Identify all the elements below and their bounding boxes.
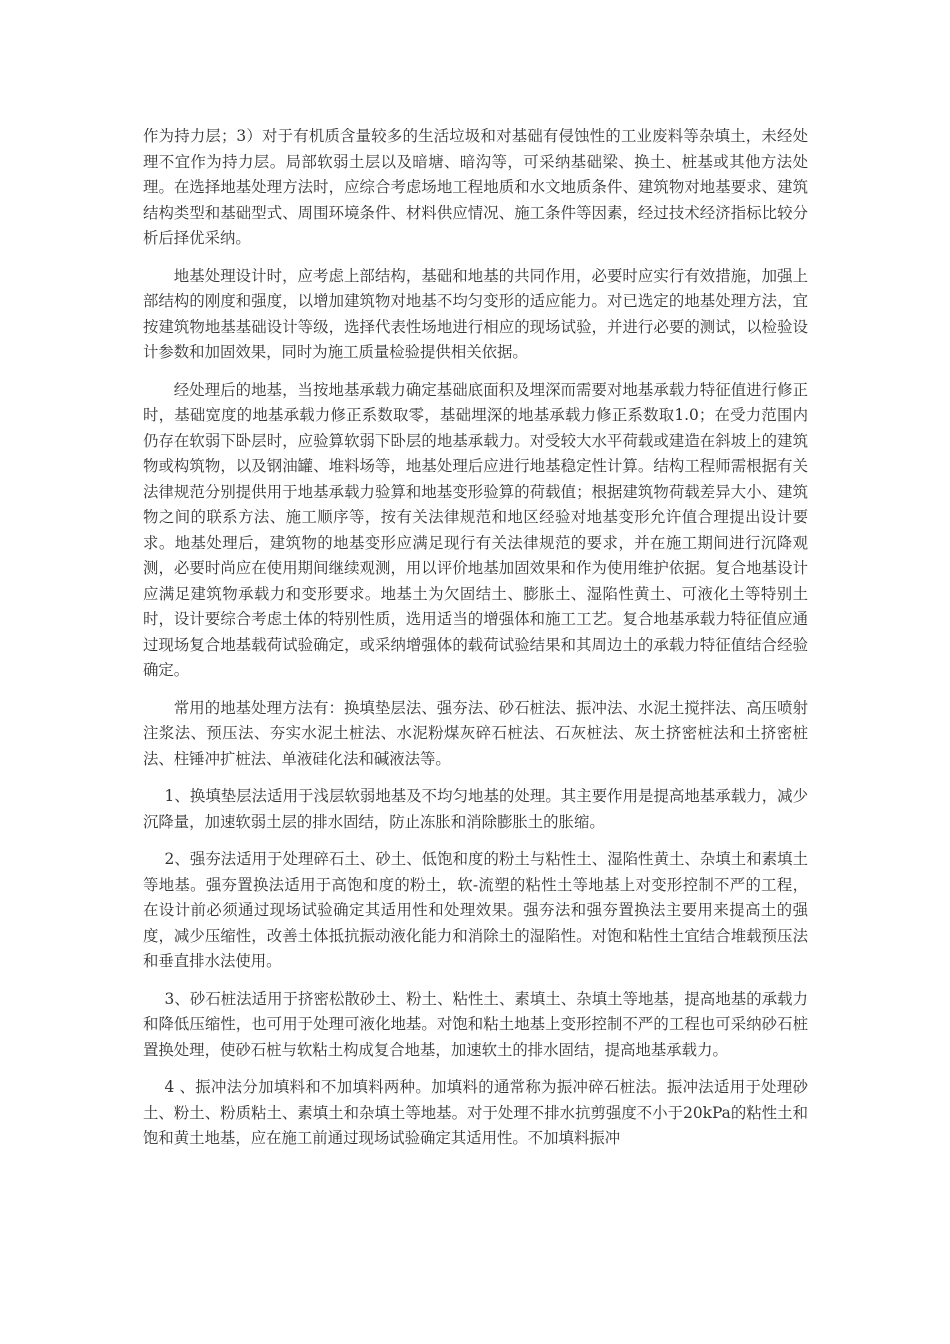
paragraph-continuation: 作为持力层；3）对于有机质含量较多的生活垃圾和对基础有侵蚀性的工业废料等杂填土，未经处理不宜作为持力层。局部软弱土层以及暗塘、暗沟等，可采纳基础梁、换土、桩基或其他方法处理。在选择地基处理方法时，应综合考虑场地工程地质和水文地质条件、建筑物对地基要求、建筑结构类型和基础型式、周围环境条件、材料供应情况、施工条件等因素，经过技术经济指标比较分析后择优采纳。 (143, 127, 808, 247)
paragraph-item-3-sand-gravel-pile: 3、砂石桩法适用于挤密松散砂土、粉土、粘性土、素填土、杂填土等地基，提高地基的承载力和降低压缩性，也可用于处理可液化地基。对饱和粘土地基上变形控制不严的工程也可采纳砂石桩置换处理，使砂石桩与软粘土构成复合地基，加速软土的排水固结，提高地基承载力。 (143, 989, 808, 1059)
paragraph-treated-foundation: 经处理后的地基，当按地基承载力确定基础底面积及埋深而需要对地基承载力特征值进行修正时，基础宽度的地基承载力修正系数取零，基础埋深的地基承载力修正系数取1.0；在受力范围内仍存在软弱下卧层时，应验算软弱下卧层的地基承载力。对受较大水平荷载或建造在斜坡上的建筑物或构筑物，以及钢油罐、堆料场等，地基处理后应进行地基稳定性计算。结构工程师需根据有关法律规范分别提供用于地基承载力验算和地基变形验算的荷载值；根据建筑物荷载差异大小、建筑物之间的联系方法、施工顺序等，按有关法律规范和地区经验对地基变形允许值合理提出设计要求。地基处理后，建筑物的地基变形应满足现行有关法律规范的要求，并在施工期间进行沉降观测，必要时尚应在使用期间继续观测，用以评价地基加固效果和作为使用维护依据。复合地基设计应满足建筑物承载力和变形要求。地基土为欠固结土、膨胀土、湿陷性黄土、可液化土等特别土时，设计要综合考虑土体的特别性质，选用适当的增强体和施工工艺。复合地基承载力特征值应通过现场复合地基载荷试验确定，或采纳增强体的载荷试验结果和其周边土的承载力特征值结合经验确定。 (143, 380, 808, 679)
paragraph-foundation-design: 地基处理设计时，应考虑上部结构，基础和地基的共同作用，必要时应实行有效措施，加强上部结构的刚度和强度，以增加建筑物对地基不均匀变形的适应能力。对已选定的地基处理方法，宜按建筑物地基基础设计等级，选择代表性场地进行相应的现场试验，并进行必要的测试，以检验设计参数和加固效果，同时为施工质量检验提供相关依据。 (143, 266, 808, 361)
paragraph-common-methods: 常用的地基处理方法有：换填垫层法、强夯法、砂石桩法、振冲法、水泥土搅拌法、高压喷射注浆法、预压法、夯实水泥土桩法、水泥粉煤灰碎石桩法、石灰桩法、灰土挤密桩法和土挤密桩法、柱锤冲扩桩法、单液硅化法和碱液法等。 (143, 698, 808, 768)
paragraph-item-2-dynamic-compaction: 2、强夯法适用于处理碎石土、砂土、低饱和度的粉土与粘性土、湿陷性黄土、杂填土和素填土等地基。强夯置换法适用于高饱和度的粉土，软-流塑的粘性土等地基上对变形控制不严的工程，在设计前必须通过现场试验确定其适用性和处理效果。强夯法和强夯置换法主要用来提高土的强度，减少压缩性，改善土体抵抗振动液化能力和消除土的湿陷性。对饱和粘性土宜结合堆载预压法和垂直排水法使用。 (143, 850, 808, 970)
document-page (143, 124, 808, 1164)
paragraph-item-4-vibroflotation: 4 、振冲法分加填料和不加填料两种。加填料的通常称为振冲碎石桩法。振冲法适用于处理砂土、粉土、粉质粘土、素填土和杂填土等地基。对于处理不排水抗剪强度不小于20kPa的粘性土和饱和黄土地基，应在施工前通过现场试验确定其适用性。不加填料振冲 (143, 1078, 808, 1147)
paragraph-item-1-replacement-cushion: 1、换填垫层法适用于浅层软弱地基及不均匀地基的处理。其主要作用是提高地基承载力，减少沉降量，加速软弱土层的排水固结，防止冻胀和消除膨胀土的胀缩。 (143, 787, 808, 831)
